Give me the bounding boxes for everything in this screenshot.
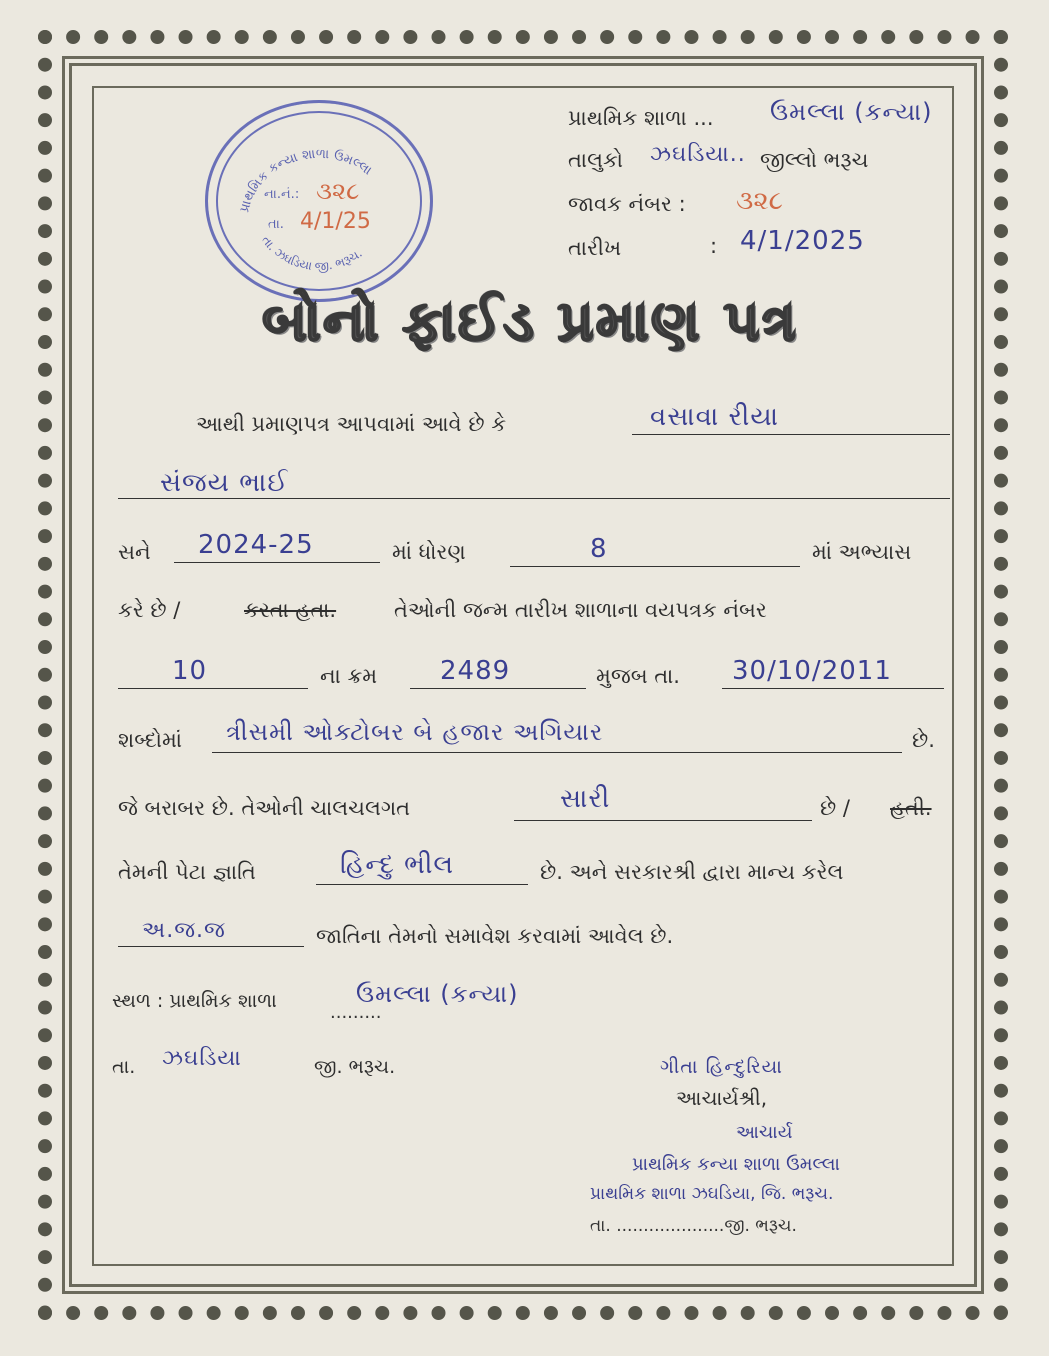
seal-ring-bottom: તા. ઝઘડિયા જી. ભરૂચ.	[258, 233, 365, 274]
stamp-line-4: તા. ....................જી. ભરૂચ.	[590, 1216, 797, 1236]
words-underline	[212, 752, 902, 753]
student-name-part2: સંજય ભાઈ	[160, 468, 289, 498]
seal-ring-top: પ્રાથમિક કન્યા શાળા ઉમલ્લા	[237, 146, 375, 215]
footer-taluka-value: ઝઘડિયા	[162, 1046, 242, 1071]
category-suffix: જાતિના તેમનો સમાવેશ કરવામાં આવેલ છે.	[316, 924, 674, 948]
did-label: કરતા હતા.	[244, 598, 337, 622]
outward-label: જાવક નંબર :	[568, 192, 686, 216]
dob-words: ત્રીસમી ઓક્ટોબર બે હજાર અગિયાર	[226, 718, 604, 746]
year-underline	[174, 562, 380, 563]
words-label: શબ્દોમાં	[118, 728, 182, 752]
stamp-line-3: પ્રાથમિક શાળા ઝઘડિયા, જિ. ભરૂચ.	[590, 1184, 834, 1204]
seal-no-label: ના.નં.:	[264, 187, 300, 202]
caste-label: તેમની પેટા જ્ઞાતિ	[118, 860, 256, 884]
footer-taluka-prefix: તા.	[112, 1056, 136, 1078]
school-seal	[205, 100, 433, 302]
principal-title: આચાર્યશ્રી,	[676, 1086, 768, 1110]
school-label: પ્રાથમિક શાળા ...	[568, 106, 714, 130]
conduct-suffix-struck: હતી.	[890, 796, 932, 820]
category-underline	[118, 946, 304, 947]
certificate-title: બોનો ફાઈડ પ્રમાણ પત્ર	[261, 288, 799, 354]
serial-underline	[410, 688, 586, 689]
words-suffix: છે.	[912, 728, 935, 752]
student-name-part1: વસાવા રીયા	[650, 402, 780, 432]
place-dots: .........	[330, 1002, 382, 1023]
place-value: ઉમલ્લા (કન્યા)	[356, 980, 519, 1008]
school-name: ઉમલ્લા (કન્યા)	[770, 98, 933, 126]
outward-value: ૩૨૮	[736, 186, 783, 216]
study-label: માં અભ્યાસ	[812, 540, 912, 564]
date-label: તારીખ	[568, 236, 622, 260]
register-no: 10	[172, 656, 208, 686]
does-label: કરે છે /	[118, 598, 181, 622]
dob-underline	[722, 688, 944, 689]
dob-value: 30/10/2011	[732, 656, 892, 686]
seal-no-value: ૩૨૮	[316, 177, 360, 205]
stamp-line-1: આચાર્ય	[736, 1122, 793, 1143]
date-value: 4/1/2025	[740, 226, 865, 256]
principal-signature: ગીતા હિન્દુરિયા	[660, 1056, 783, 1078]
seal-date-label: તા.	[268, 217, 284, 232]
std-underline	[510, 566, 800, 567]
conduct-label: જે બરાબર છે. તેઓની ચાલચલગત	[118, 796, 411, 820]
category-value: અ.જ.જ	[142, 918, 226, 943]
seal-date-value: 4/1/25	[300, 209, 371, 234]
std-value: 8	[590, 534, 608, 564]
std-label: માં ધોરણ	[392, 540, 466, 564]
taluka-value: ઝઘડિયા..	[650, 142, 746, 167]
stamp-line-2: પ્રાથમિક કન્યા શાળા ઉમલ્લા	[632, 1154, 840, 1175]
district-label: જીલ્લો ભરૂચ	[760, 148, 869, 172]
footer-taluka-suffix: જી. ભરૂચ.	[314, 1056, 396, 1078]
year-prefix: સને	[118, 540, 151, 564]
name-underline-2	[118, 498, 950, 499]
year-value: 2024-25	[198, 530, 314, 560]
place-label: સ્થળ : પ્રાથમિક શાળા	[112, 990, 277, 1012]
conduct-underline	[514, 820, 812, 821]
conduct-value: સારી	[560, 784, 611, 814]
serial-label: ના ક્રમ	[320, 664, 378, 688]
certify-text: આથી પ્રમાણપત્ર આપવામાં આવે છે કે	[196, 412, 507, 436]
register-underline	[118, 688, 308, 689]
caste-underline	[316, 884, 528, 885]
dob-sentence: તેઓની જન્મ તારીખ શાળાના વયપત્રક નંબર	[394, 598, 767, 622]
date-colon: :	[710, 234, 718, 258]
as-per-label: મુજબ તા.	[596, 664, 680, 688]
svg-text:તા. ઝઘડિયા જી. ભરૂચ.	[259, 233, 365, 273]
serial-value: 2489	[440, 656, 511, 686]
conduct-suffix: છે /	[820, 796, 850, 820]
taluka-label: તાલુકો	[568, 148, 624, 172]
caste-suffix: છે. અને સરકારશ્રી દ્વારા માન્ય કરેલ	[540, 860, 844, 884]
name-underline-1	[632, 434, 950, 435]
caste-value: હિન્દુ ભીલ	[340, 850, 455, 880]
